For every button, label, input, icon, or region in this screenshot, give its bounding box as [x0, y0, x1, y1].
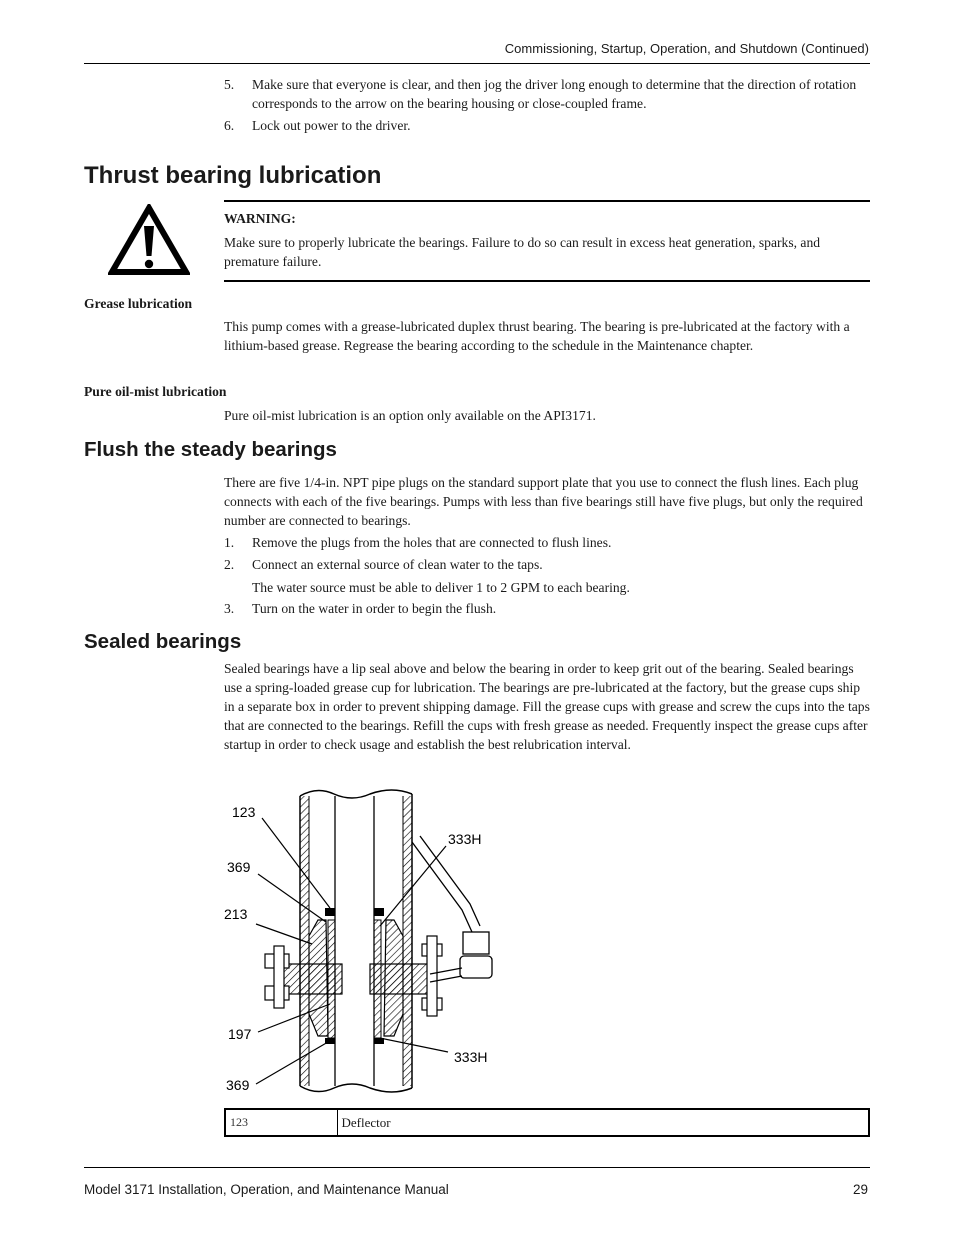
- footer-rule: [84, 1167, 870, 1168]
- flush-step-2: [224, 555, 870, 575]
- sealed-bearing-diagram: [222, 786, 502, 1098]
- warning-rule-top: [224, 200, 870, 202]
- callout-369-bottom: 369: [226, 1077, 250, 1093]
- callout-123: 123: [232, 804, 256, 820]
- step-6: [224, 116, 870, 136]
- page-number: 29: [852, 1182, 868, 1197]
- legend-code: 123: [225, 1109, 337, 1136]
- footer-manual-title: Model 3171 Installation, Operation, and Maintenance Manual: [84, 1182, 449, 1197]
- step-number: 5.: [224, 77, 235, 92]
- callout-197: 197: [228, 1026, 252, 1042]
- step-text: Connect an external source of clean water to the taps.: [252, 557, 543, 572]
- warning-text: Make sure to properly lubricate the bearings. Failure to do so can result in excess heat generation, sparks, and premature failure.: [224, 235, 821, 269]
- step-text: The water source must be able to deliver 1 to 2 GPM to each bearing.: [252, 580, 630, 595]
- step-5: [224, 75, 870, 115]
- callout-213: 213: [224, 906, 248, 922]
- step-text: Turn on the water in order to begin the flush.: [252, 601, 497, 616]
- oil-mist-paragraph: Pure oil-mist lubrication is an option only available on the API3171.: [224, 408, 596, 423]
- legend-description: Deflector: [337, 1109, 869, 1136]
- warning-triangle-icon: [108, 204, 190, 276]
- callout-333h-top: 333H: [448, 831, 482, 847]
- warning-rule-bottom: [224, 280, 870, 282]
- step-text: Lock out power to the driver.: [252, 118, 411, 133]
- callout-333h-bottom: 333H: [454, 1049, 488, 1065]
- step-number: 3.: [224, 601, 235, 616]
- step-number: 6.: [224, 118, 235, 133]
- step-number: 2.: [224, 557, 235, 572]
- heading-sealed: Sealed bearings: [84, 630, 242, 653]
- heading-thrust-bearing: Thrust bearing lubrication: [84, 162, 382, 189]
- table-row: [225, 1109, 869, 1136]
- step-number: 1.: [224, 535, 235, 550]
- grease-paragraph: This pump comes with a grease-lubricated duplex thrust bearing. The bearing is pre-lubricated at the factory with a lithium-based grease. Regrease the bearing according to the schedule in the Maintenance chapter.: [224, 319, 850, 353]
- header-rule: [84, 63, 870, 64]
- running-header: Commissioning, Startup, Operation, and Shutdown (Continued): [504, 41, 869, 56]
- subheading-oil-mist: Pure oil-mist lubrication: [84, 384, 227, 399]
- legend-table: [224, 1108, 870, 1137]
- flush-step-note: [224, 578, 870, 598]
- flush-step-3: [224, 599, 870, 619]
- callout-369-top: 369: [227, 859, 251, 875]
- warning-title: WARNING:: [224, 211, 296, 226]
- flush-intro: There are five 1/4-in. NPT pipe plugs on the standard support plate that you use to connect the flush lines. Each plug connects with each of the five bearings. Pumps with less than five bearings still have five plugs, but only the required number are connected to bearings.: [224, 475, 863, 528]
- subheading-grease: Grease lubrication: [84, 296, 193, 311]
- step-text: Remove the plugs from the holes that are connected to flush lines.: [252, 535, 612, 550]
- step-text: Make sure that everyone is clear, and then jog the driver long enough to determine that the direction of rotation corresponds to the arrow on the bearing housing or close-coupled frame.: [252, 77, 857, 111]
- heading-flush: Flush the steady bearings: [84, 438, 337, 461]
- flush-step-1: [224, 533, 870, 553]
- sealed-paragraph: Sealed bearings have a lip seal above and below the bearing in order to keep grit out of the bearing. Sealed bearings use a spring-loaded grease cup for lubrication. The bearings are pre-lubricated at the factory, but the grease cups ship in a separate box in order to prevent shipping damage. Fill the grease cups with grease and screw the cups into the taps that are connected to the bearings. Refill the cups with fresh grease as needed. Frequently inspect the grease cups after startup in order to check usage and establish the best relubrication interval.: [224, 661, 870, 752]
